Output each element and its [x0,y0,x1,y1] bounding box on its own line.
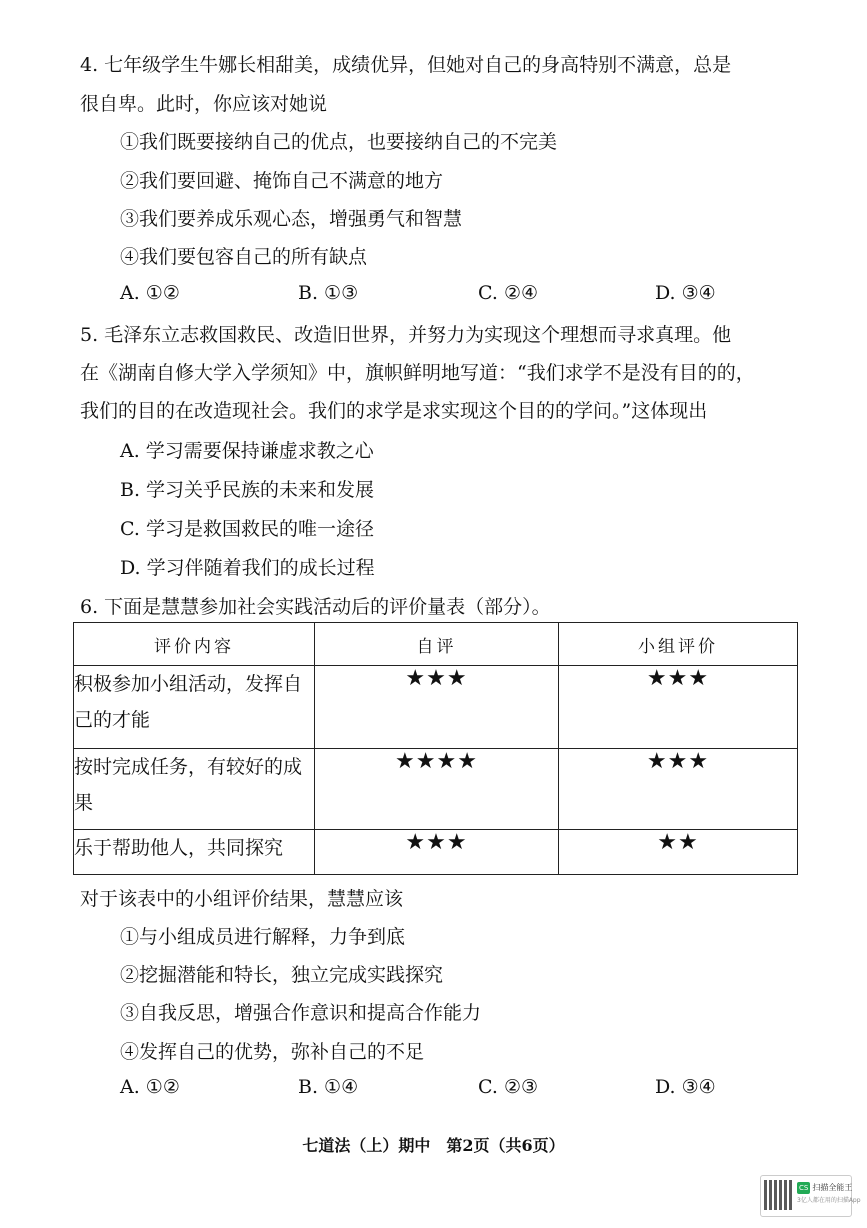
q5-option-a: A. 学习需要保持谦虚求教之心 [120,440,374,462]
evaluation-table [73,622,798,875]
row-content: 积极参加小组活动，发挥自己的才能 [74,666,315,749]
table-row [74,666,798,749]
q4-item-1: ①我们既要接纳自己的优点，也要接纳自己的不完美 [120,131,558,153]
q4-item-2: ②我们要回避、掩饰自己不满意的地方 [120,170,444,192]
q6-item-1: ①与小组成员进行解释，力争到底 [120,926,406,948]
q4-choice-c: C. ②④ [478,282,539,304]
header-self: 自评 [315,623,559,666]
q4-choice-b: B. ①③ [298,282,359,304]
q6-choice-c: C. ②③ [478,1076,539,1098]
q4-stem-line1: 4. 七年级学生牛娜长相甜美，成绩优异，但她对自己的身高特别不满意，总是 [80,54,732,76]
row-group-rating: ★★ [559,830,798,875]
scanner-subtitle: 3亿人都在用的扫描App [797,1197,861,1204]
scanner-title: 扫描全能王 [812,1183,853,1192]
q5-stem-line2: 在《湖南自修大学入学须知》中，旗帜鲜明地写道：“我们求学不是没有目的的， [80,362,755,384]
row-content: 按时完成任务，有较好的成果 [74,749,315,830]
q6-stem: 6. 下面是慧慧参加社会实践活动后的评价量表（部分）。 [80,596,551,618]
q6-choice-b: B. ①④ [298,1076,359,1098]
q5-stem-line3: 我们的目的在改造现社会。我们的求学是求实现这个目的的学问。”这体现出 [80,400,708,422]
table-row [74,830,798,875]
table-header-row [74,623,798,666]
q5-stem-line1: 5. 毛泽东立志救国救民、改造旧世界，并努力为实现这个理想而寻求真理。他 [80,324,732,346]
cs-logo-icon: CS [799,1184,809,1192]
q6-item-4: ④发挥自己的优势，弥补自己的不足 [120,1041,425,1063]
q4-choice-a: A. ①② [120,282,180,304]
table-row [74,749,798,830]
q5-option-c: C. 学习是救国救民的唯一途径 [120,518,374,540]
q6-prompt: 对于该表中的小组评价结果，慧慧应该 [80,888,404,910]
q4-item-4: ④我们要包容自己的所有缺点 [120,246,368,268]
q6-item-3: ③自我反思，增强合作意识和提高合作能力 [120,1002,482,1024]
q5-option-b: B. 学习关乎民族的未来和发展 [120,479,375,501]
row-group-rating: ★★★ [559,749,798,830]
scanner-watermark [760,1175,861,1217]
q5-option-d: D. 学习伴随着我们的成长过程 [120,557,375,579]
row-content: 乐于帮助他人，共同探究 [74,830,315,875]
q4-stem-line2: 很自卑。此时，你应该对她说 [80,93,328,115]
q6-choice-a: A. ①② [120,1076,180,1098]
page-footer: 七道法（上）期中 第2页（共6页） [302,1136,565,1155]
q4-item-3: ③我们要养成乐观心态，增强勇气和智慧 [120,208,463,230]
row-self-rating: ★★★★ [315,749,559,830]
row-self-rating: ★★★ [315,830,559,875]
row-group-rating: ★★★ [559,666,798,749]
q6-choice-d: D. ③④ [655,1076,716,1098]
header-content: 评价内容 [74,623,315,666]
row-self-rating: ★★★ [315,666,559,749]
q4-choice-d: D. ③④ [655,282,716,304]
qr-code-icon [764,1180,792,1210]
q6-item-2: ②挖掘潜能和特长，独立完成实践探究 [120,964,444,986]
header-group: 小组评价 [559,623,798,666]
